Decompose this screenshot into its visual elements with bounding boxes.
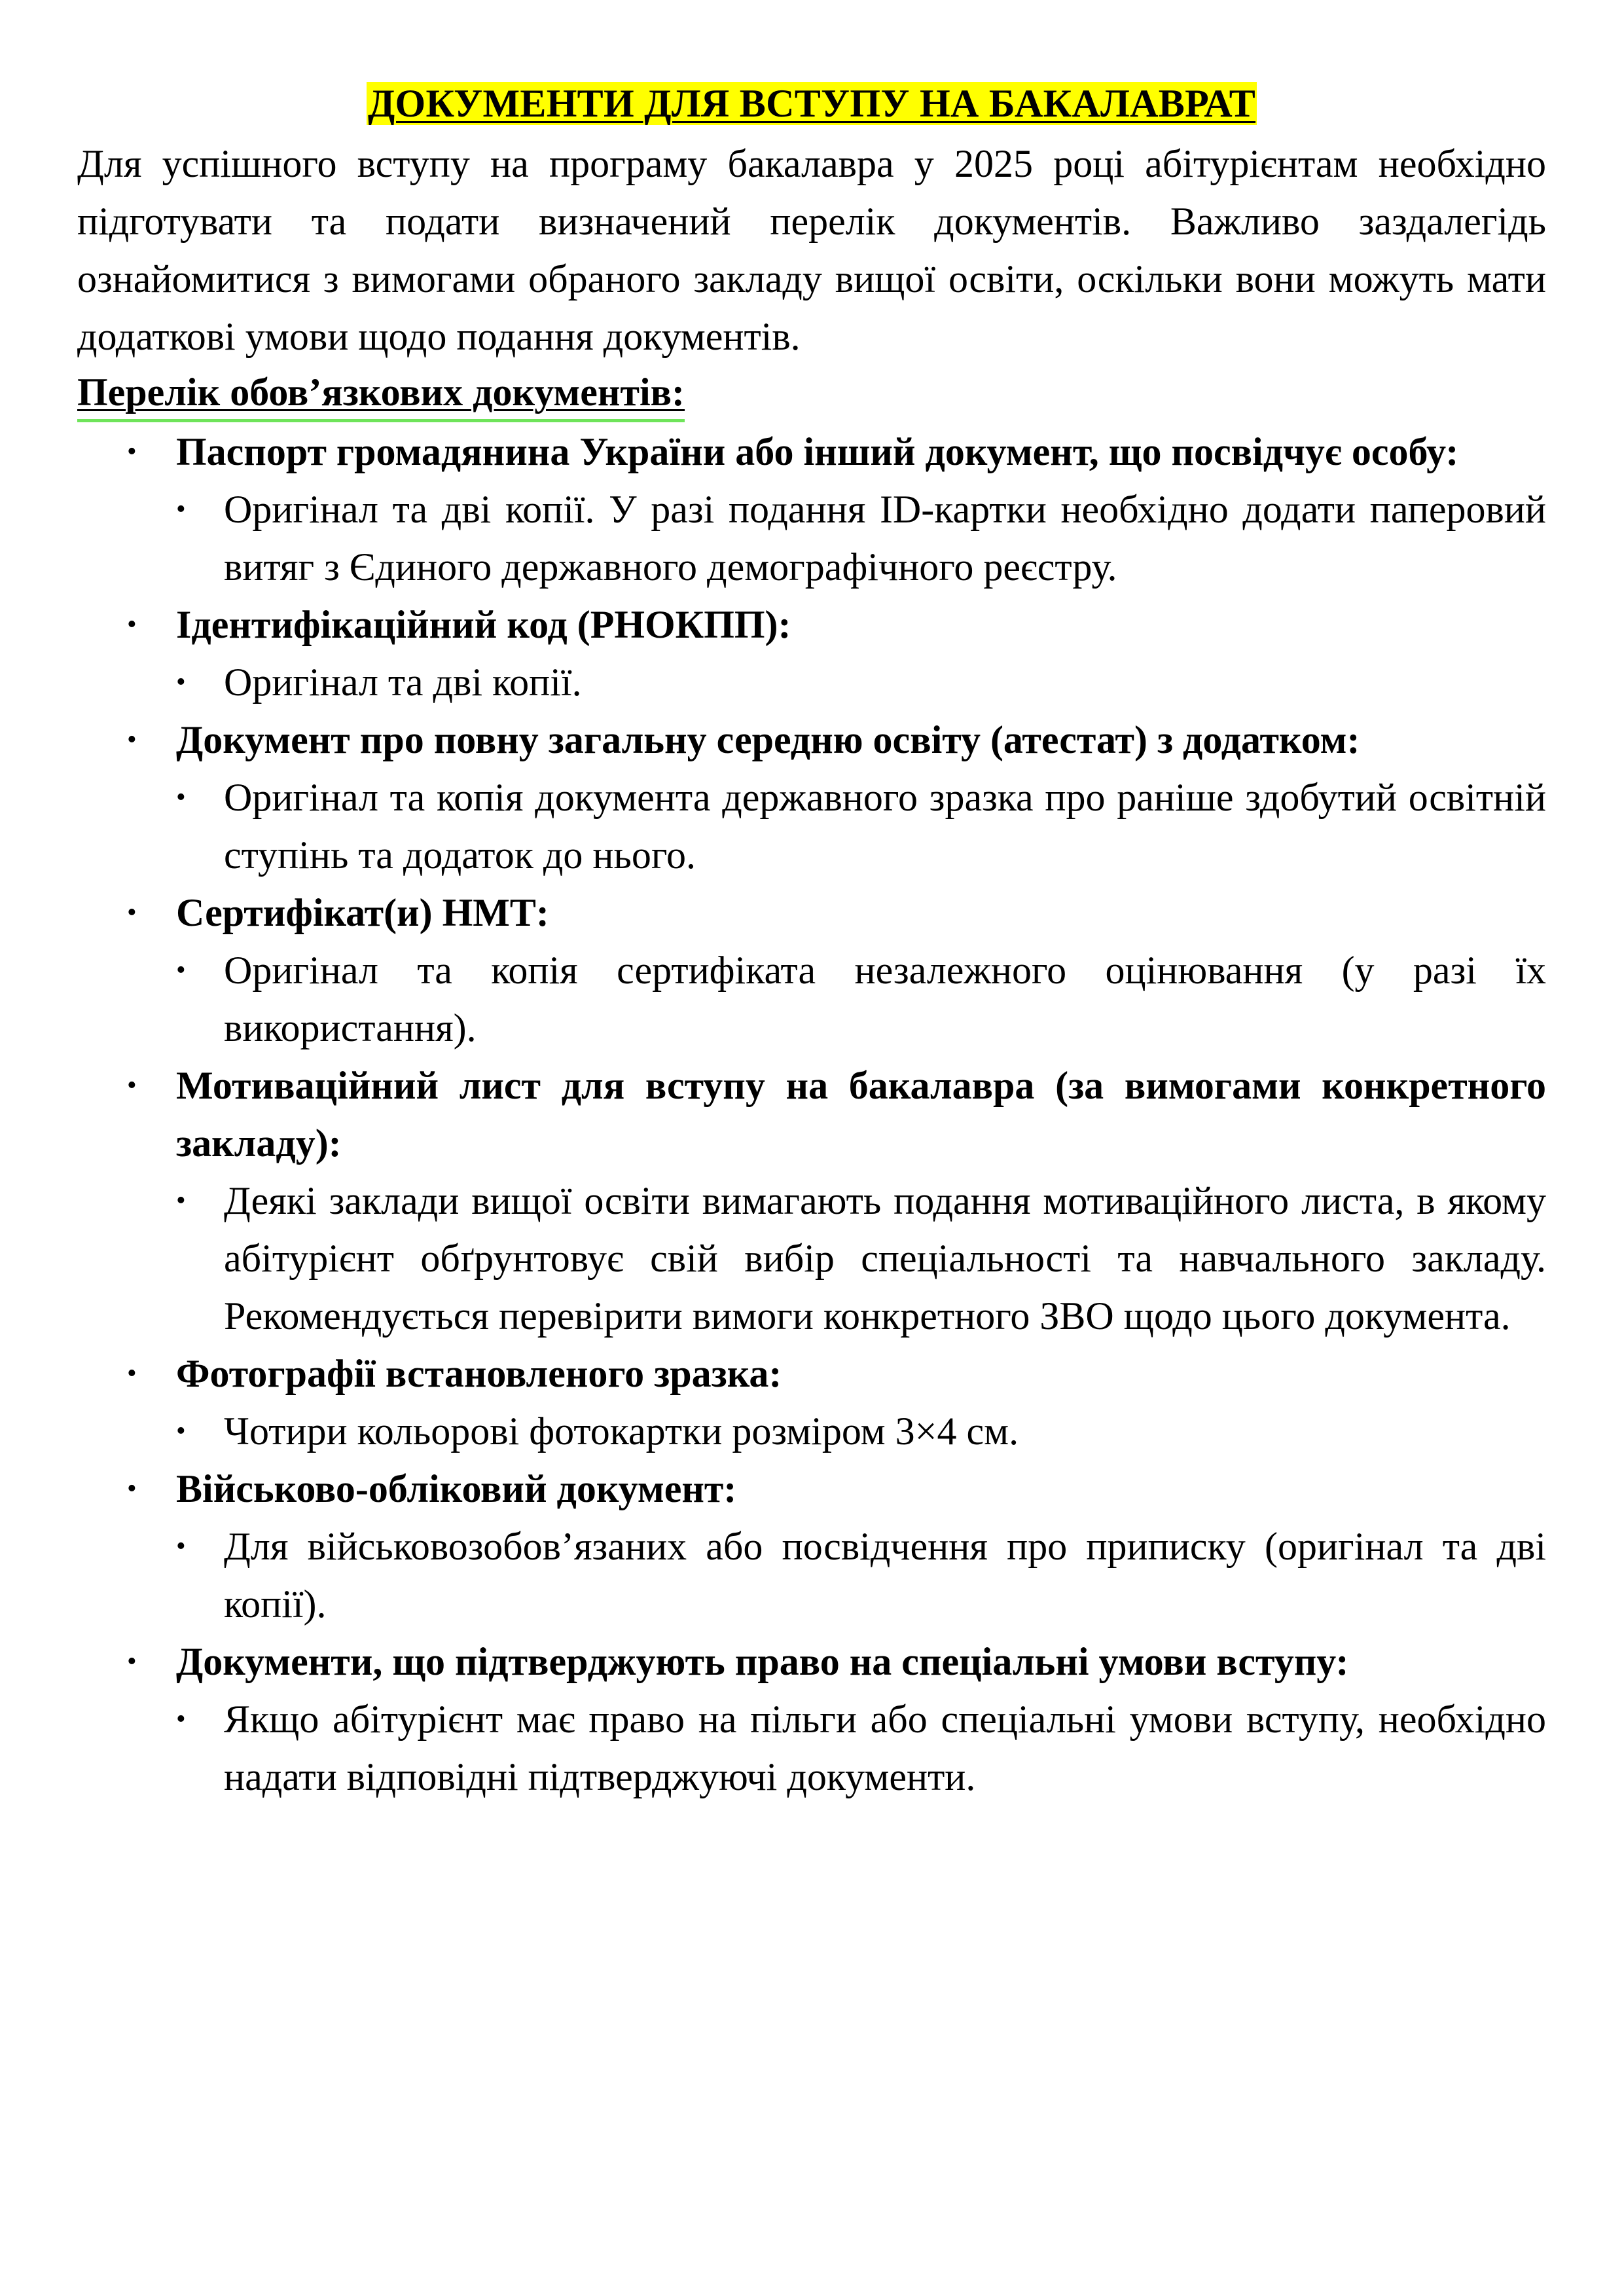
item-heading: Документ про повну загальну середню освіту (атестат) з додатком: (176, 718, 1360, 761)
documents-list (77, 423, 1546, 1806)
item-heading: Військово-обліковий документ: (176, 1467, 737, 1510)
list-item (77, 1345, 1546, 1460)
bullet-icon: • (176, 667, 186, 697)
sub-item (176, 481, 1546, 596)
document-title: ДОКУМЕНТИ ДЛЯ ВСТУПУ НА БАКАЛАВРАТ (367, 82, 1256, 125)
bullet-icon: • (127, 1474, 137, 1504)
bullet-icon: • (176, 782, 186, 812)
bullet-icon: • (127, 1647, 137, 1677)
bullet-icon: • (176, 955, 186, 985)
sub-item (176, 769, 1546, 884)
item-heading: Документи, що підтверджують право на спеціальні умови вступу: (176, 1640, 1349, 1683)
sub-item-text: Оригінал та копія сертифіката незалежного оцінювання (у разі їх використання). (224, 949, 1546, 1049)
sub-item (176, 1402, 1546, 1460)
list-item (77, 1460, 1546, 1633)
item-heading: Мотиваційний лист для вступу на бакалавра (за вимогами конкретного закладу): (176, 1064, 1546, 1165)
required-documents-heading: Перелік обов’язкових документів: (77, 365, 685, 422)
item-heading: Сертифікат(и) НМТ: (176, 891, 549, 934)
bullet-icon: • (127, 898, 137, 928)
bullet-icon: • (127, 437, 137, 467)
bullet-icon: • (176, 494, 186, 524)
sub-item-text: Оригінал та копія документа державного зразка про раніше здобутий освітній ступінь та додаток до нього. (224, 776, 1546, 877)
document-content (77, 77, 1546, 1806)
bullet-icon: • (127, 610, 137, 640)
bullet-icon: • (127, 1070, 137, 1101)
sub-item-text: Оригінал та дві копії. У разі подання ID-картки необхідно додати паперовий витяг з Єдиного державного демографічного реєстру. (224, 488, 1546, 589)
item-heading: Ідентифікаційний код (РНОКПП): (176, 603, 791, 646)
bullet-icon: • (176, 1704, 186, 1734)
bullet-icon: • (176, 1416, 186, 1446)
sub-item (176, 1172, 1546, 1345)
subheading-container (77, 365, 1546, 423)
sub-item (176, 1518, 1546, 1633)
list-item (77, 711, 1546, 884)
sub-item-text: Якщо абітурієнт має право на пільги або спеціальні умови вступу, необхідно надати відповідні підтверджуючі документи. (224, 1698, 1546, 1798)
sub-item (176, 941, 1546, 1057)
bullet-icon: • (127, 725, 137, 755)
item-heading: Фотографії встановленого зразка: (176, 1352, 782, 1395)
bullet-icon: • (176, 1531, 186, 1561)
bullet-icon: • (176, 1186, 186, 1216)
sub-item (176, 653, 1546, 711)
list-item (77, 423, 1546, 596)
sub-item-text: Деякі заклади вищої освіти вимагають подання мотиваційного листа, в якому абітурієнт обґрунтовує свій вибір спеціальності та навчального закладу. Рекомендується перевірити вимоги конкретного ЗВО щодо цього документа. (224, 1179, 1546, 1338)
sub-item-text: Чотири кольорові фотокартки розміром 3×4 см. (224, 1410, 1019, 1453)
list-item (77, 596, 1546, 711)
sub-item-text: Оригінал та дві копії. (224, 661, 582, 704)
list-item (77, 1057, 1546, 1345)
list-item (77, 1633, 1546, 1806)
item-heading: Паспорт громадянина України або інший документ, що посвідчує особу: (176, 430, 1459, 473)
intro-paragraph: Для успішного вступу на програму бакалавра у 2025 році абітурієнтам необхідно підготувати та подати визначений перелік документів. Важливо заздалегідь ознайомитися з вимогами обраного закладу вищої освіти, оскільки вони можуть мати додаткові умови щодо подання документів. (77, 142, 1546, 358)
sub-item (176, 1690, 1546, 1806)
sub-item-text: Для військовозобов’язаних або посвідчення про приписку (оригінал та дві копії). (224, 1525, 1546, 1626)
title-container (77, 77, 1546, 135)
list-item (77, 884, 1546, 1057)
bullet-icon: • (127, 1358, 137, 1389)
